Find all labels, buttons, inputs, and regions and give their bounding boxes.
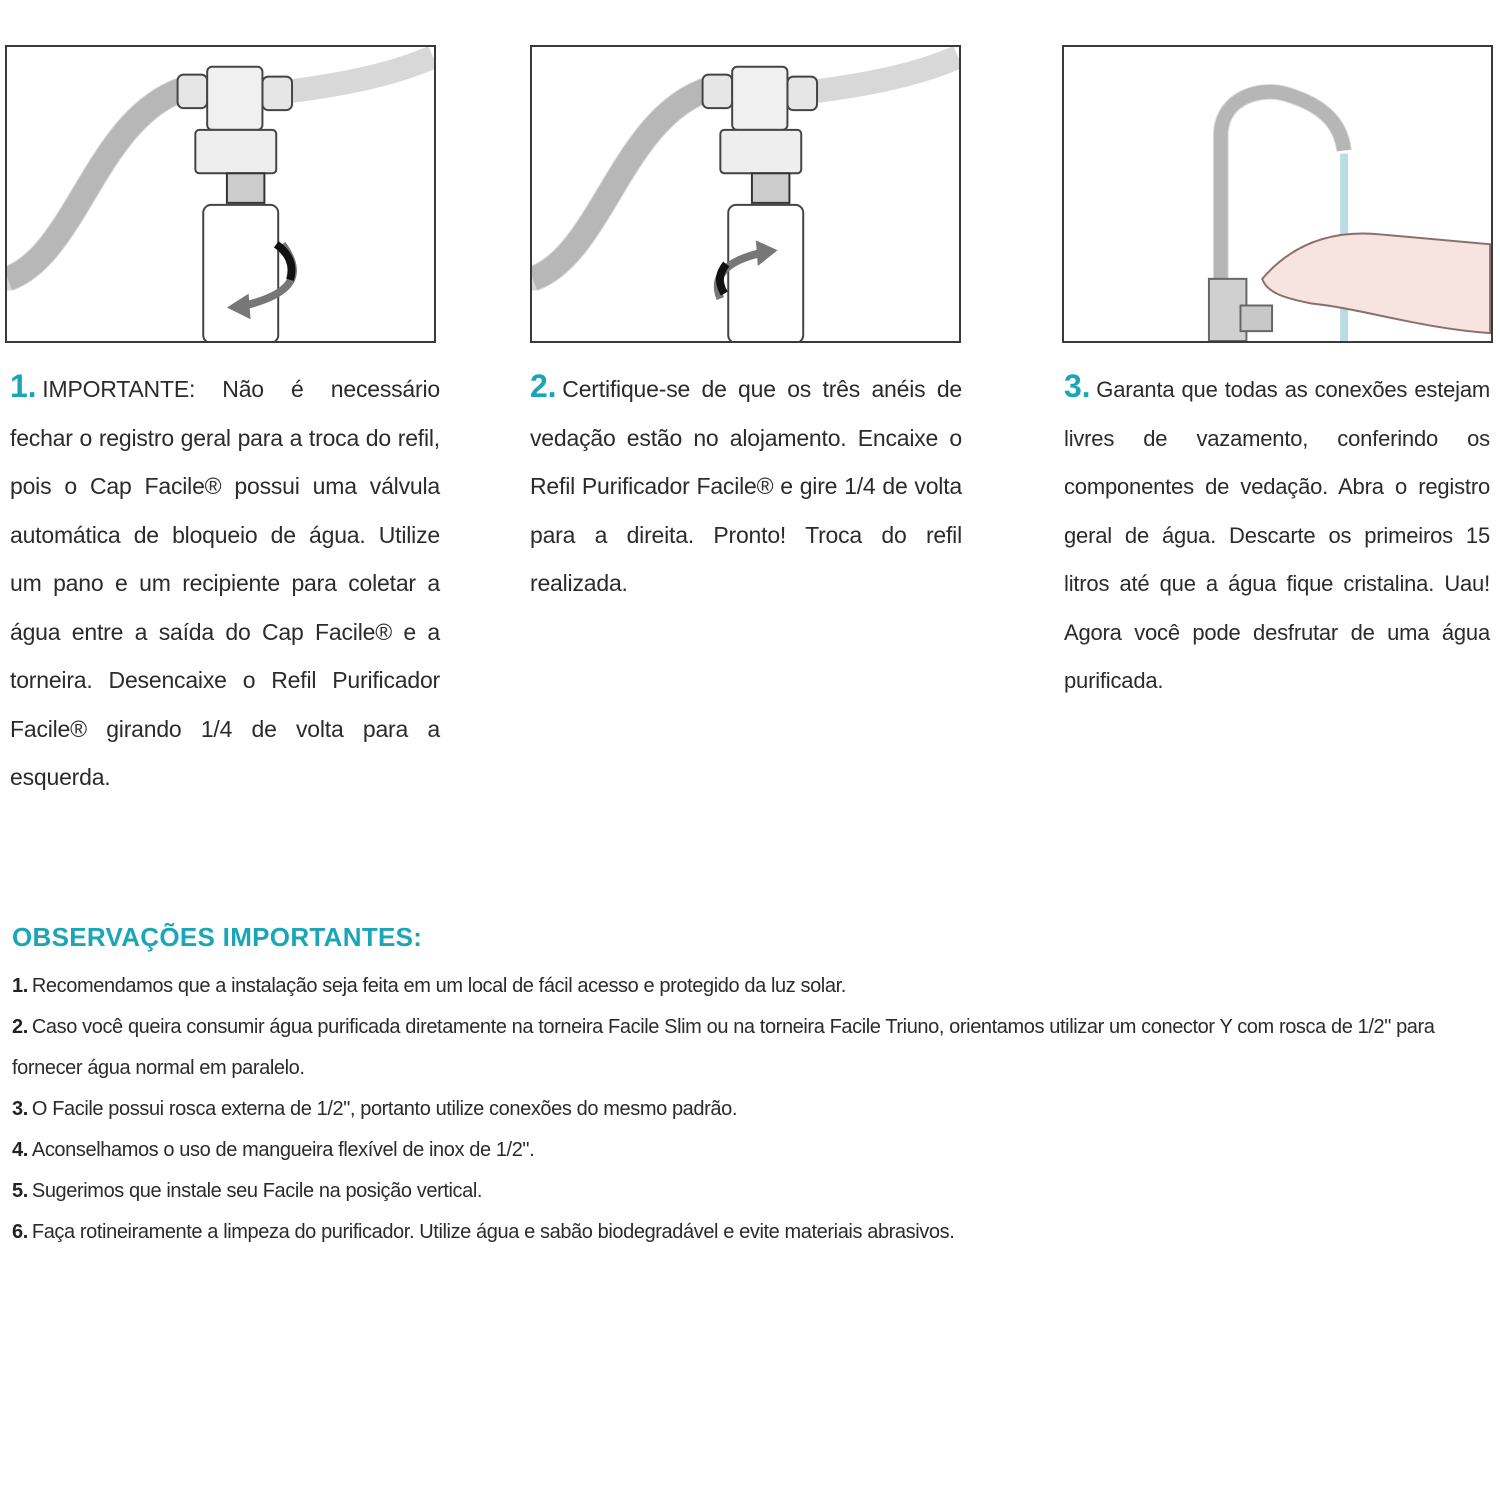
connector-right (262, 77, 292, 111)
cap-head (720, 130, 801, 173)
list-item: 1. Recomendamos que a instalação seja feita em um local de fácil acesso e protegido da luz solar. (12, 975, 846, 997)
connector-right (787, 77, 817, 111)
filter-body (728, 205, 803, 341)
step-3-text (1064, 362, 1490, 706)
list-item: 5. Sugerimos que instale seu Facile na posição vertical. (12, 1180, 483, 1202)
filter-remove-illustration (7, 47, 434, 341)
neck (752, 173, 789, 203)
step-description: IMPORTANTE: Não é necessário fechar o registro geral para a troca do refil, pois o Cap Facile® possui uma válvula automática de bloqueio de água. Utilize um pano e um recipiente para coletar a água entre a saída do Cap Facile® e a torneira. Desencaixe o Refil Purificador Facile® girando 1/4 de volta para a esquerda. (10, 376, 440, 790)
filter-body (203, 205, 278, 341)
step-number: 1. (10, 368, 37, 404)
step-description: Certifique-se de que os três anéis de vedação estão no alojamento. Encaixe o Refil Purificador Facile® e gire 1/4 de volta para a direita. Pronto! Troca do refil realizada. (530, 376, 962, 596)
step-description: Garanta que todas as conexões estejam livres de vazamento, conferindo os componentes de vedação. Abra o registro geral de água. Descarte os primeiros 15 litros até que a água fique cristalina. Uau! Agora você pode desfrutar de uma água purificada. (1064, 377, 1490, 693)
illustration-step-3 (1062, 45, 1493, 343)
faucet-illustration (1064, 47, 1491, 341)
filter-install-illustration (532, 47, 959, 341)
step-2-text (530, 362, 962, 608)
step-1-text (10, 362, 440, 802)
hose-right (289, 57, 433, 92)
illustration-step-1 (5, 45, 436, 343)
neck (227, 173, 264, 203)
hose-right (814, 57, 958, 92)
connector-left (178, 75, 208, 109)
valve-body (207, 67, 262, 130)
list-item: 2. Caso você queira consumir água purificada diretamente na torneira Facile Slim ou na torneira Facile Triuno, orientamos utilizar um conector Y com rosca de 1/2" para fornecer água normal em paralelo. (12, 1016, 1435, 1079)
list-item: 6. Faça rotineiramente a limpeza do purificador. Utilize água e sabão biodegradável e evite materiais abrasivos. (12, 1221, 955, 1243)
illustration-step-2 (530, 45, 961, 343)
observations-list (12, 966, 1500, 1253)
observations-title: OBSERVAÇÕES IMPORTANTES: (12, 922, 423, 952)
hand (1262, 234, 1490, 334)
cap-head (195, 130, 276, 173)
valve-body (732, 67, 787, 130)
list-item: 3. O Facile possui rosca externa de 1/2", portanto utilize conexões do mesmo padrão. (12, 1098, 737, 1120)
step-number: 3. (1064, 368, 1091, 404)
connector-left (703, 75, 733, 109)
step-number: 2. (530, 368, 557, 404)
list-item: 4. Aconselhamos o uso de mangueira flexível de inox de 1/2". (12, 1139, 535, 1161)
